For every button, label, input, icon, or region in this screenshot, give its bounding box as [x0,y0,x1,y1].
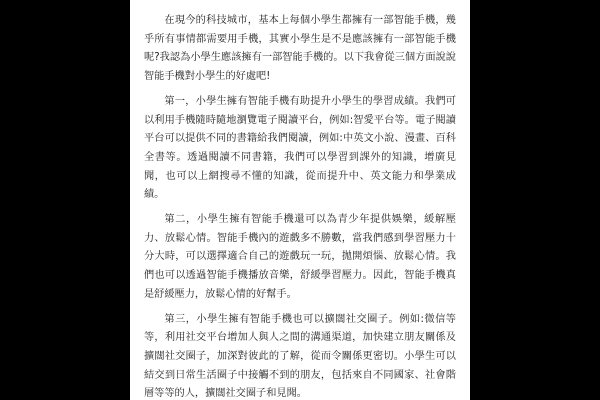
paragraph-third-point: 第三，小學生擁有智能手機也可以擴闊社交圈子。例如:微信等等，利用社交平台增加人與人之間的溝通渠道，加快建立朋友關係及擴闊社交圈子，加深對彼此的了解，從而令關係更密切。小學生可以結交到日常生活圈子中接觸不到的朋友，包括來自不同國家、社會階層等等的人，擴闊社交圈子和見聞。 [144,313,456,400]
intro-paragraph: 在現今的科技城市，基本上每個小學生都擁有一部智能手機，幾乎所有事情都需要用手機，其實小學生是不是應該擁有一部智能手機呢?我認為小學生應該擁有一部智能手機的。以下我會從三個方面說說智能手機對小學生的好處吧! [144,15,456,83]
essay-body [144,12,456,400]
paragraph-second-point: 第二，小學生擁有智能手機還可以為青少年提供娛樂，緩解壓力、放鬆心情。智能手機內的遊戲多不勝數，當我們感到學習壓力十分大時，可以選擇適合自己的遊戲玩一玩，拋開煩惱、放鬆心情。我們也可以透過智能手機播放音樂，舒緩學習壓力。因此，智能手機真是舒緩壓力，放鬆心情的好幫手。 [144,214,456,300]
paragraph-first-point: 第一，小學生擁有智能手機有助提升小學生的學習成績。我們可以利用手機隨時隨地瀏覽電子閱讀平台，例如:智愛平台等。電子閱讀平台可以提供不同的書籍給我們閱讀，例如:中英文小說、漫畫、百科全書等。透過閱讀不同書籍，我們可以學習到課外的知識，增廣見聞，也可以上網搜尋不懂的知識，從而提升中、英文能力和學業成績。 [144,95,456,201]
document-page [130,0,470,400]
